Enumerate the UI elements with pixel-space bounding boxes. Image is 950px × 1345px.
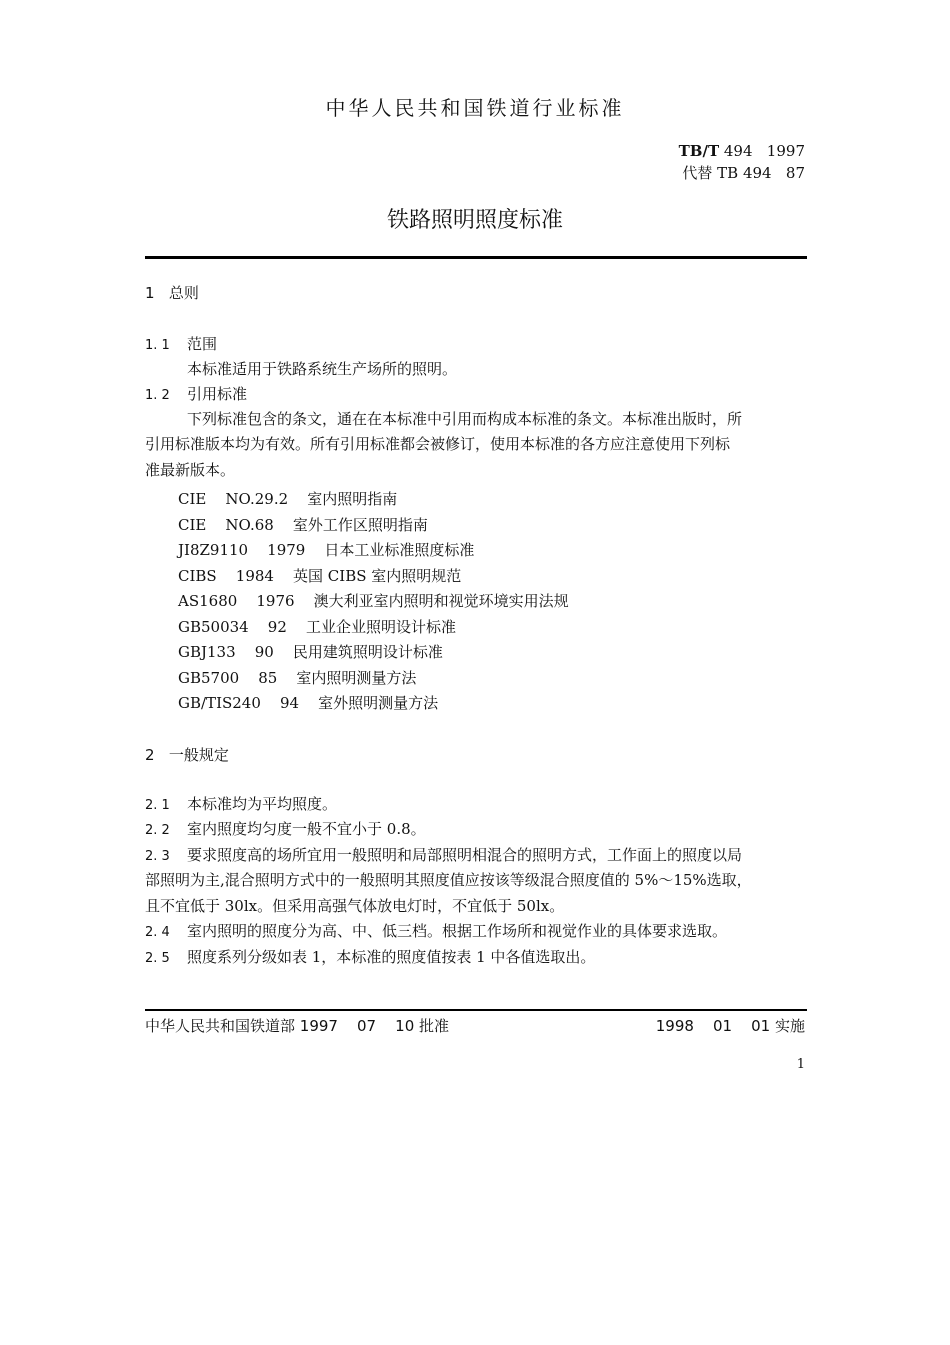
approval-date: 中华人民共和国铁道部 1997 07 10 批准 (145, 1017, 450, 1035)
reference-item: JI8Z9110 1979 日本工业标准照度标准 (178, 541, 475, 559)
section-2-3-text-line2: 部照明为主,混合照明方式中的一般照明其照度值应按该等级混合照度值的 5%～15%选取， (145, 871, 752, 889)
section-1-2-text-line3: 准最新版本。 (145, 461, 236, 479)
section-2-2-text: 室内照度均匀度一般不宜小于 0.8。 (187, 820, 426, 838)
page-number: 1 (796, 1057, 805, 1072)
section-1-1 (145, 332, 807, 359)
section-1-1-text: 本标准适用于铁路系统生产场所的照明。 (187, 360, 458, 378)
section-2-1-number: 2. 1 (145, 798, 170, 813)
section-1-1-number: 1. 1 (145, 338, 170, 353)
section-2-2 (145, 817, 807, 844)
section-2-4-number: 2. 4 (145, 925, 170, 940)
section-1-2-text-line2: 引用标准版本均为有效。所有引用标准都会被修订，使用本标准的各方应注意使用下列标 (145, 435, 731, 453)
section-2-heading: 2 一般规定 (145, 746, 229, 764)
section-1-heading: 1 总则 (145, 284, 199, 302)
section-2-5-number: 2. 5 (145, 951, 170, 966)
section-2-3-text: 要求照度高的场所宜用一般照明和局部照明相混合的照明方式，工作面上的照度以局 (187, 846, 743, 864)
reference-item: CIE NO.29.2 室内照明指南 (178, 490, 398, 508)
reference-item: GB50034 92 工业企业照明设计标准 (178, 618, 456, 636)
section-2-1-text: 本标准均为平均照度。 (187, 795, 338, 813)
section-2-4-text: 室内照明的照度分为高、中、低三档。根据工作场所和视觉作业的具体要求选取。 (187, 922, 728, 940)
reference-item: CIE NO.68 室外工作区照明指南 (178, 516, 428, 534)
section-2-5-text: 照度系列分级如表 1，本标准的照度值按表 1 中各值选取出。 (187, 948, 596, 966)
section-2-3 (145, 843, 807, 870)
header-divider (145, 256, 807, 259)
standard-number (679, 140, 805, 184)
reference-item: AS1680 1976 澳大利亚室内照明和视觉环境实用法规 (178, 592, 569, 610)
section-2-3-number: 2. 3 (145, 849, 170, 864)
section-1-2-title: 引用标准 (187, 385, 248, 403)
reference-item: CIBS 1984 英国 CIBS 室内照明规范 (178, 567, 462, 585)
reference-item: GB/TIS240 94 室外照明测量方法 (178, 694, 439, 712)
document-title: 铁路照明照度标准 (386, 208, 563, 233)
section-1-2-text-line1: 下列标准包含的条文，通在在本标准中引用而构成本标准的条文。本标准出版时，所 (187, 410, 743, 428)
section-1-2-number: 1. 2 (145, 388, 170, 403)
reference-item: GB5700 85 室内照明测量方法 (178, 669, 417, 687)
section-2-2-number: 2. 2 (145, 823, 170, 838)
section-2-5 (145, 945, 807, 972)
effective-date: 1998 01 01 实施 (655, 1017, 805, 1035)
standard-code-year: 494 1997 (719, 142, 805, 160)
section-1-1-title: 范围 (187, 335, 218, 353)
reference-item: GBJ133 90 民用建筑照明设计标准 (178, 643, 443, 661)
section-1-2 (145, 382, 807, 409)
section-2-3-text-line3: 且不宜低于 30lx。但采用高强气体放电灯时，不宜低于 50lx。 (145, 897, 565, 915)
section-2-4 (145, 919, 807, 946)
footer-divider (145, 1009, 807, 1011)
section-2-1 (145, 792, 807, 819)
replaces-standard: 代替 TB 494 87 (682, 164, 805, 182)
standard-code-prefix: TB/T (678, 142, 720, 160)
ministry-title: 中华人民共和国铁道行业标准 (325, 96, 625, 120)
